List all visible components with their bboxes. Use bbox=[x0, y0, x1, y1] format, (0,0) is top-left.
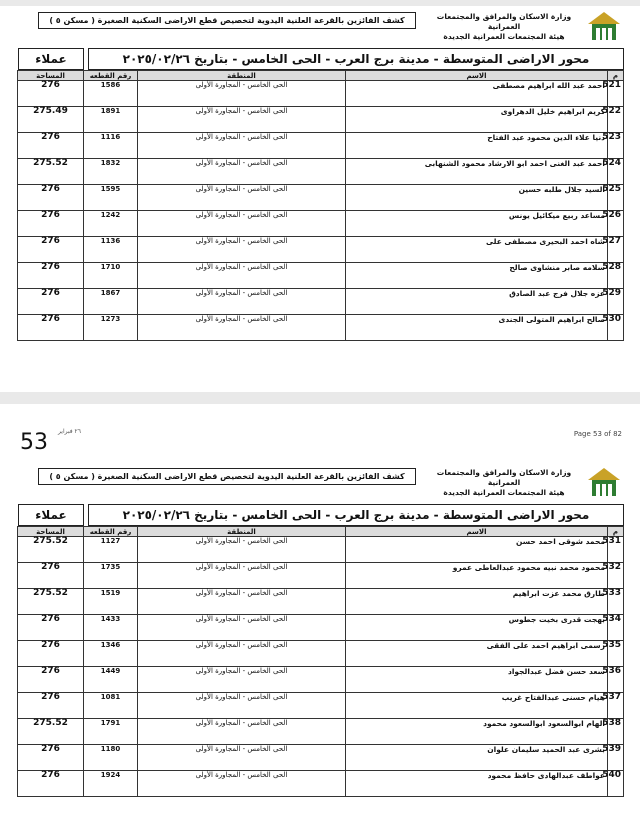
plot-number: 1586 bbox=[84, 81, 138, 107]
winner-name: صالح ابراهيم المتولى الجندى bbox=[346, 315, 608, 341]
table-row bbox=[18, 589, 624, 615]
row-number: 522 bbox=[608, 107, 624, 133]
plot-number: 1346 bbox=[84, 641, 138, 667]
area-value: 275.49 bbox=[18, 107, 84, 133]
page-date-note: ٢٦ فبراير bbox=[58, 428, 81, 435]
table-body bbox=[18, 81, 624, 341]
row-number: 534 bbox=[608, 615, 624, 641]
ministry-name: وزارة الاسكان والمرافق والمجتمعات العمرانية هيئة المجتمعات العمرانية الجديدة bbox=[436, 468, 572, 497]
region-cell: الحى الخامس - المجاورة الأولى bbox=[138, 289, 346, 315]
region-cell: الحى الخامس - المجاورة الأولى bbox=[138, 563, 346, 589]
area-value: 276 bbox=[18, 771, 84, 797]
region-cell: الحى الخامس - المجاورة الأولى bbox=[138, 771, 346, 797]
plot-number: 1180 bbox=[84, 745, 138, 771]
company-label: عملاء bbox=[18, 504, 84, 526]
plot-number: 1449 bbox=[84, 667, 138, 693]
row-number: 535 bbox=[608, 641, 624, 667]
plot-number: 1595 bbox=[84, 185, 138, 211]
plot-number: 1242 bbox=[84, 211, 138, 237]
winner-name: سلامه صابر منشاوى صالح bbox=[346, 263, 608, 289]
region-cell: الحى الخامس - المجاورة الأولى bbox=[138, 133, 346, 159]
page-of-label: Page 53 of 82 bbox=[573, 430, 622, 438]
area-value: 275.52 bbox=[18, 159, 84, 185]
plot-number: 1127 bbox=[84, 537, 138, 563]
plot-number: 1273 bbox=[84, 315, 138, 341]
table-header-row bbox=[18, 527, 624, 537]
row-number: 524 bbox=[608, 159, 624, 185]
plot-number: 1519 bbox=[84, 589, 138, 615]
page-footer bbox=[0, 404, 640, 462]
area-value: 275.52 bbox=[18, 537, 84, 563]
page-gap bbox=[0, 392, 640, 404]
area-value: 276 bbox=[18, 563, 84, 589]
row-number: 539 bbox=[608, 745, 624, 771]
ministry-name: وزارة الاسكان والمرافق والمجتمعات العمرانية هيئة المجتمعات العمرانية الجديدة bbox=[436, 12, 572, 41]
winner-name: السيد جلال طلبه حسين bbox=[346, 185, 608, 211]
row-number: 529 bbox=[608, 289, 624, 315]
col-plot-header: رقم القطعه bbox=[84, 527, 138, 537]
row-number: 532 bbox=[608, 563, 624, 589]
row-number: 536 bbox=[608, 667, 624, 693]
table-row bbox=[18, 107, 624, 133]
document-title: كشف الفائزين بالقرعة العلنية اليدوية لتخصيص قطع الاراضى السكنية الصغيرة ( مسكن ٥ ) bbox=[38, 12, 416, 29]
winner-name: عواطف عبدالهادى حافظ محمود bbox=[346, 771, 608, 797]
table-row bbox=[18, 563, 624, 589]
plot-number: 1710 bbox=[84, 263, 138, 289]
plot-number: 1832 bbox=[84, 159, 138, 185]
row-number: 533 bbox=[608, 589, 624, 615]
winner-name: محمود محمد نبيه محمود عبدالعاطى عمرو bbox=[346, 563, 608, 589]
winner-name: هيام حسنى عبدالفتاح غريب bbox=[346, 693, 608, 719]
area-value: 276 bbox=[18, 237, 84, 263]
document-header bbox=[18, 10, 624, 46]
row-number: 530 bbox=[608, 315, 624, 341]
subtitle-row bbox=[18, 504, 624, 526]
area-value: 276 bbox=[18, 185, 84, 211]
area-value: 276 bbox=[18, 615, 84, 641]
subtitle: محور الاراضى المتوسطة - مدينة برج العرب - الحى الخامس - بتاريخ ٢٠٢٥/٠٢/٢٦ bbox=[88, 48, 624, 70]
subtitle-row bbox=[18, 48, 624, 70]
area-value: 276 bbox=[18, 289, 84, 315]
table-row bbox=[18, 289, 624, 315]
area-value: 276 bbox=[18, 693, 84, 719]
top-edge bbox=[0, 0, 640, 6]
plot-number: 1116 bbox=[84, 133, 138, 159]
row-number: 537 bbox=[608, 693, 624, 719]
region-cell: الحى الخامس - المجاورة الأولى bbox=[138, 615, 346, 641]
table-row bbox=[18, 263, 624, 289]
winner-name: بشرى عبد الحميد سليمان علوان bbox=[346, 745, 608, 771]
area-value: 276 bbox=[18, 263, 84, 289]
area-value: 276 bbox=[18, 641, 84, 667]
plot-number: 1433 bbox=[84, 615, 138, 641]
winner-name: مساعد ربيع ميكائيل يونس bbox=[346, 211, 608, 237]
winner-name: احمد عبد الغنى احمد ابو الارشاد محمود الشنهابى bbox=[346, 159, 608, 185]
col-name-header: الاسم bbox=[346, 71, 608, 81]
region-cell: الحى الخامس - المجاورة الأولى bbox=[138, 211, 346, 237]
company-label: عملاء bbox=[18, 48, 84, 70]
col-region-header: المنطقة bbox=[138, 71, 346, 81]
plot-number: 1791 bbox=[84, 719, 138, 745]
winner-name: رسمى ابراهيم احمد على الفقى bbox=[346, 641, 608, 667]
plot-number: 1867 bbox=[84, 289, 138, 315]
subtitle: محور الاراضى المتوسطة - مدينة برج العرب - الحى الخامس - بتاريخ ٢٠٢٥/٠٢/٢٦ bbox=[88, 504, 624, 526]
region-cell: الحى الخامس - المجاورة الأولى bbox=[138, 107, 346, 133]
table-row bbox=[18, 81, 624, 107]
col-num-header: م bbox=[608, 71, 624, 81]
area-value: 276 bbox=[18, 133, 84, 159]
col-region-header: المنطقة bbox=[138, 527, 346, 537]
winner-name: سعد حسن فضل عبدالجواد bbox=[346, 667, 608, 693]
area-value: 276 bbox=[18, 81, 84, 107]
winners-table bbox=[17, 70, 624, 341]
region-cell: الحى الخامس - المجاورة الأولى bbox=[138, 667, 346, 693]
region-cell: الحى الخامس - المجاورة الأولى bbox=[138, 185, 346, 211]
table-row bbox=[18, 315, 624, 341]
area-value: 276 bbox=[18, 745, 84, 771]
region-cell: الحى الخامس - المجاورة الأولى bbox=[138, 589, 346, 615]
winner-name: محمد شوقى احمد حسن bbox=[346, 537, 608, 563]
col-num-header: م bbox=[608, 527, 624, 537]
row-number: 523 bbox=[608, 133, 624, 159]
plot-number: 1136 bbox=[84, 237, 138, 263]
region-cell: الحى الخامس - المجاورة الأولى bbox=[138, 315, 346, 341]
winner-name: احمد عبد الله ابراهيم مصطفى bbox=[346, 81, 608, 107]
table-row bbox=[18, 719, 624, 745]
area-value: 276 bbox=[18, 211, 84, 237]
row-number: 527 bbox=[608, 237, 624, 263]
region-cell: الحى الخامس - المجاورة الأولى bbox=[138, 81, 346, 107]
winner-name: بهجت قدرى بخيت جطوس bbox=[346, 615, 608, 641]
region-cell: الحى الخامس - المجاورة الأولى bbox=[138, 263, 346, 289]
region-cell: الحى الخامس - المجاورة الأولى bbox=[138, 745, 346, 771]
ministry-logo-icon bbox=[586, 466, 622, 500]
table-body bbox=[18, 537, 624, 797]
page-number: 53 bbox=[20, 430, 48, 455]
plot-number: 1081 bbox=[84, 693, 138, 719]
region-cell: الحى الخامس - المجاورة الأولى bbox=[138, 719, 346, 745]
ministry-logo-icon bbox=[586, 10, 622, 44]
row-number: 528 bbox=[608, 263, 624, 289]
plot-number: 1891 bbox=[84, 107, 138, 133]
table-row bbox=[18, 185, 624, 211]
region-cell: الحى الخامس - المجاورة الأولى bbox=[138, 159, 346, 185]
col-area-header: المساحة bbox=[18, 71, 84, 81]
winners-table bbox=[17, 526, 624, 797]
winner-name: شاه احمد البحيرى مصطفى على bbox=[346, 237, 608, 263]
winner-name: عزه جلال فرج عبد الصادق bbox=[346, 289, 608, 315]
area-value: 276 bbox=[18, 667, 84, 693]
plot-number: 1924 bbox=[84, 771, 138, 797]
winner-name: دنيا علاء الدين محمود عبد الفتاح bbox=[346, 133, 608, 159]
page-52-section bbox=[18, 10, 624, 341]
region-cell: الحى الخامس - المجاورة الأولى bbox=[138, 237, 346, 263]
area-value: 276 bbox=[18, 315, 84, 341]
row-number: 526 bbox=[608, 211, 624, 237]
document-title: كشف الفائزين بالقرعة العلنية اليدوية لتخصيص قطع الاراضى السكنية الصغيرة ( مسكن ٥ ) bbox=[38, 468, 416, 485]
winner-name: طارق محمد عزت ابراهيم bbox=[346, 589, 608, 615]
col-plot-header: رقم القطعه bbox=[84, 71, 138, 81]
row-number: 540 bbox=[608, 771, 624, 797]
area-value: 275.52 bbox=[18, 719, 84, 745]
table-row bbox=[18, 537, 624, 563]
winner-name: كريم ابراهيم خليل الدهراوى bbox=[346, 107, 608, 133]
col-name-header: الاسم bbox=[346, 527, 608, 537]
table-row bbox=[18, 211, 624, 237]
table-row bbox=[18, 159, 624, 185]
row-number: 538 bbox=[608, 719, 624, 745]
row-number: 521 bbox=[608, 81, 624, 107]
table-row bbox=[18, 771, 624, 797]
table-row bbox=[18, 133, 624, 159]
document-header bbox=[18, 466, 624, 502]
page-53-section bbox=[18, 466, 624, 797]
table-row bbox=[18, 667, 624, 693]
winner-name: الهام ابوالسعود ابوالسعود محمود bbox=[346, 719, 608, 745]
table-row bbox=[18, 615, 624, 641]
row-number: 525 bbox=[608, 185, 624, 211]
region-cell: الحى الخامس - المجاورة الأولى bbox=[138, 537, 346, 563]
table-row bbox=[18, 641, 624, 667]
table-row bbox=[18, 693, 624, 719]
table-header-row bbox=[18, 71, 624, 81]
region-cell: الحى الخامس - المجاورة الأولى bbox=[138, 641, 346, 667]
col-area-header: المساحة bbox=[18, 527, 84, 537]
area-value: 275.52 bbox=[18, 589, 84, 615]
plot-number: 1735 bbox=[84, 563, 138, 589]
table-row bbox=[18, 237, 624, 263]
region-cell: الحى الخامس - المجاورة الأولى bbox=[138, 693, 346, 719]
row-number: 531 bbox=[608, 537, 624, 563]
table-row bbox=[18, 745, 624, 771]
